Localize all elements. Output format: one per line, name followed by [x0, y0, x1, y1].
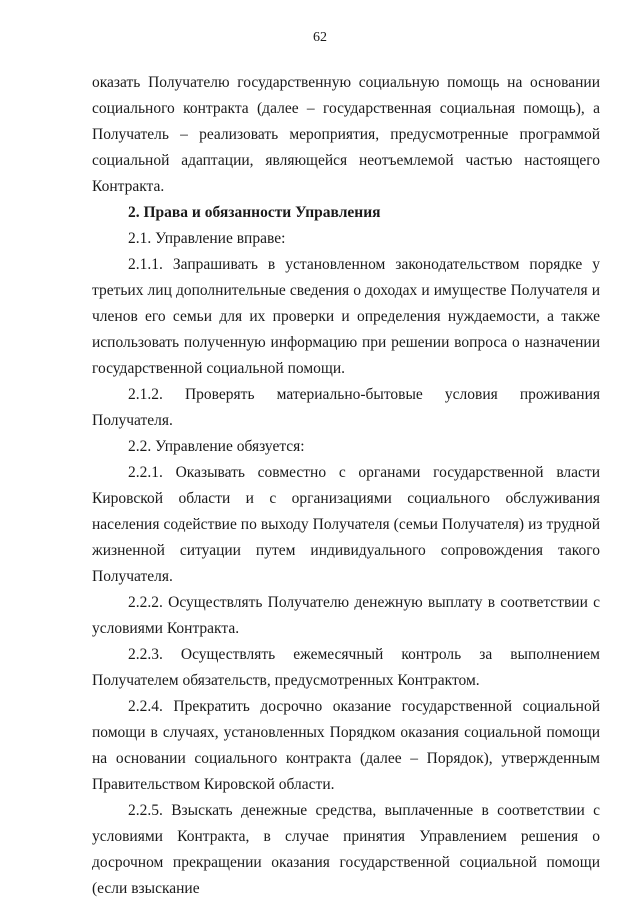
- paragraph-2-2: 2.2. Управление обязуется:: [128, 438, 305, 455]
- paragraph-2-2-5: 2.2.5. Взыскать денежные средства, выплаченные в соответствии с условиями Контракта, в случае принятия Управлением решения о досрочном прекращении оказания государственной социальной помощи (если взыскание: [92, 802, 600, 897]
- paragraph-2-1: 2.1. Управление вправе:: [128, 230, 286, 247]
- section-heading: 2. Права и обязанности Управления: [128, 204, 381, 221]
- paragraph-2-1-1: 2.1.1. Запрашивать в установленном законодательством порядке у третьих лиц дополнительные сведения о доходах и имуществе Получателя и членов его семьи для их проверки и определения нуждаемости, а также использовать полученную информацию при решении вопроса о назначении государственной социальной помощи.: [92, 256, 600, 377]
- page-number: 62: [313, 30, 327, 45]
- paragraph-intro: оказать Получателю государственную социальную помощь на основании социального контракта (далее – государственная социальная помощь), а Получатель – реализовать мероприятия, предусмотренные программой социальной адаптации, являющейся неотъемлемой частью настоящего Контракта.: [92, 74, 600, 195]
- document-body: [92, 70, 600, 902]
- paragraph-2-2-1: 2.2.1. Оказывать совместно с органами государственной власти Кировской области и с организациями социального обслуживания населения содействие по выходу Получателя (семьи Получателя) из трудной жизненной ситуации путем индивидуального сопровождения такого Получателя.: [92, 464, 600, 585]
- paragraph-2-2-4: 2.2.4. Прекратить досрочно оказание государственной социальной помощи в случаях, установленных Порядком оказания социальной помощи на основании социального контракта (далее – Порядок), утвержденным Правительством Кировской области.: [92, 698, 600, 793]
- paragraph-2-2-2: 2.2.2. Осуществлять Получателю денежную выплату в соответствии с условиями Контракта.: [92, 594, 600, 637]
- paragraph-2-1-2: 2.1.2. Проверять материально-бытовые условия проживания Получателя.: [92, 386, 600, 429]
- paragraph-2-2-3: 2.2.3. Осуществлять ежемесячный контроль за выполнением Получателем обязательств, предусмотренных Контрактом.: [92, 646, 600, 689]
